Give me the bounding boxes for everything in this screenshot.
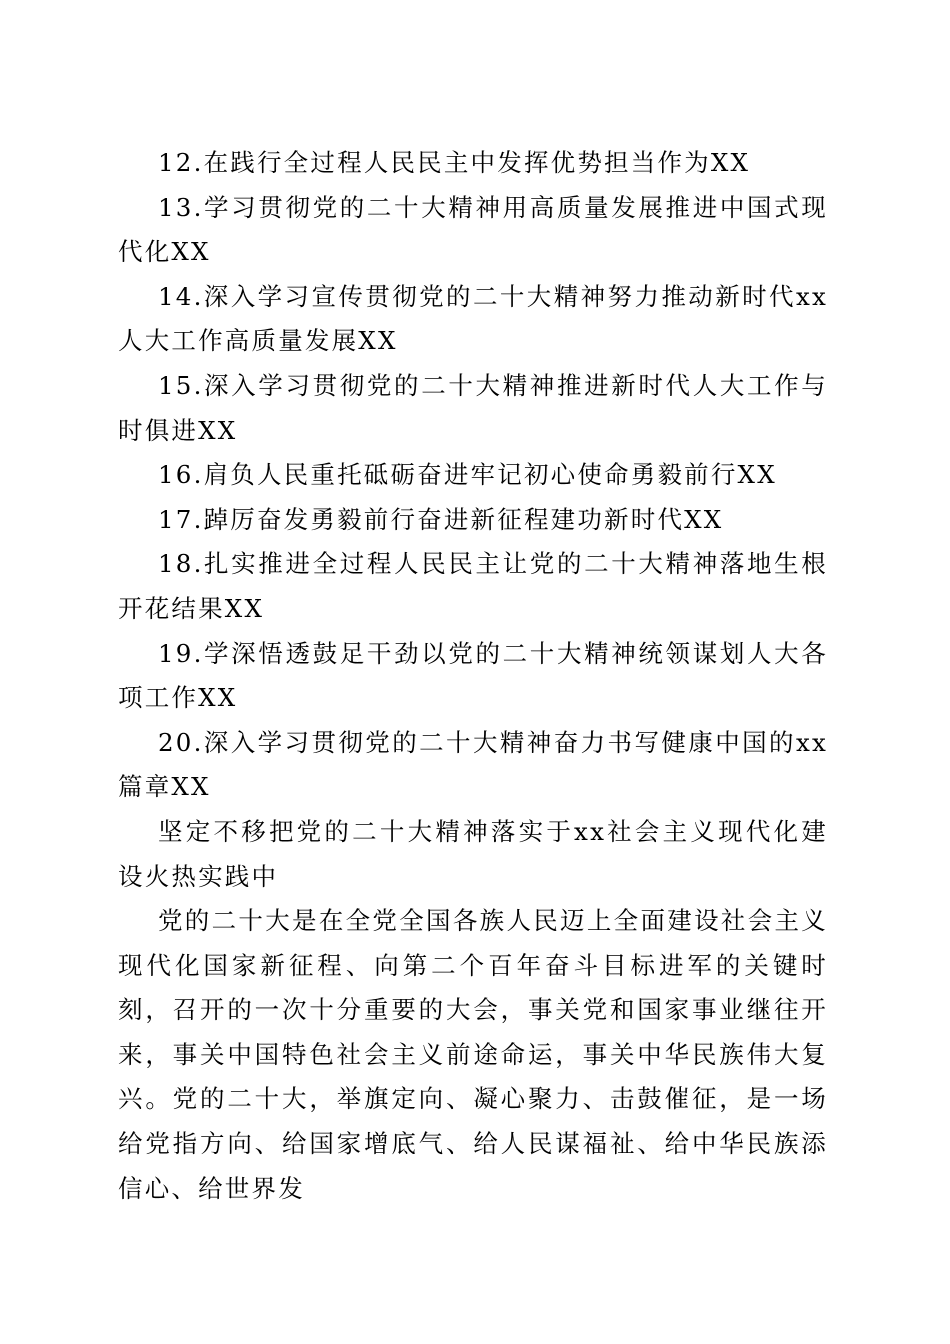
list-item-16: 16.肩负人民重托砥砺奋进牢记初心使命勇毅前行XX [158, 460, 777, 490]
list-item-12: 12.在践行全过程人民民主中发挥优势担当作为XX [158, 148, 751, 177]
document-body [118, 141, 828, 1211]
body-paragraph: 党的二十大是在全党全国各族人民迈上全面建设社会主义现代化国家新征程、向第二个百年奋斗目标进军的关键时刻，召开的一次十分重要的大会，事关党和国家事业继往开来，事关中国特色社会主义前途命运，事关中华民族伟大复兴。党的二十大，举旗定向、凝心聚力、击鼓催征，是一场给党指方向、给国家增底气、给人民谋福祉、给中华民族添信心、给世界发 [118, 906, 828, 1203]
list-item-15: 15.深入学习贯彻党的二十大精神推进新时代人大工作与时俱进XX [118, 370, 828, 445]
list-item-19: 19.学深悟透鼓足干劲以党的二十大精神统领谋划人大各项工作XX [118, 638, 828, 713]
list-item-20: 20.深入学习贯彻党的二十大精神奋力书写健康中国的xx篇章XX [118, 727, 828, 802]
list-item-18: 18.扎实推进全过程人民民主让党的二十大精神落地生根开花结果XX [118, 549, 828, 623]
list-item-14: 14.深入学习宣传贯彻党的二十大精神努力推动新时代xx人大工作高质量发展XX [118, 281, 828, 356]
section-heading: 坚定不移把党的二十大精神落实于xx社会主义现代化建设火热实践中 [118, 816, 828, 891]
list-item-17: 17.踔厉奋发勇毅前行奋进新征程建功新时代XX [158, 504, 724, 534]
list-item-13: 13.学习贯彻党的二十大精神用高质量发展推进中国式现代化XX [118, 192, 828, 267]
